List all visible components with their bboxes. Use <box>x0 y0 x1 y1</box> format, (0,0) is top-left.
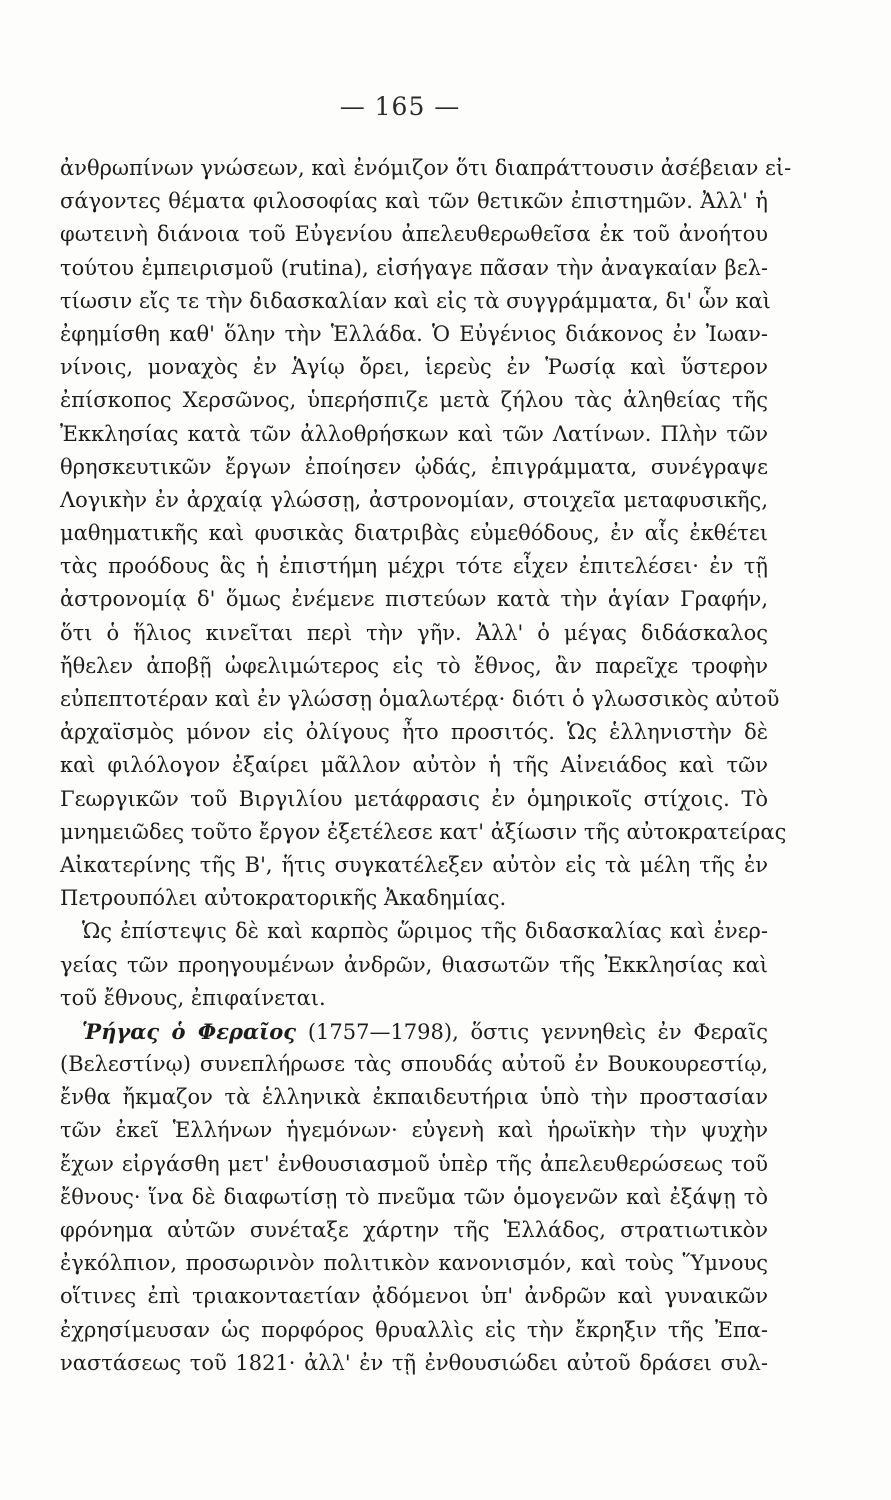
text-line: ἀνθρωπίνων γνώσεων, καὶ ἐνόμιζον ὅτι διαπράττουσιν ἀσέβειαν εἰ- <box>60 156 792 180</box>
heading-line <box>60 1015 768 1048</box>
text-line: ἔχων εἰργάσθη μετ' ἐνθουσιασμοῦ ὑπὲρ τῆς ἀπελευθερώσεως τοῦ <box>60 1151 768 1176</box>
text-line: (Βελεστίνῳ) συνεπλήρωσε τὰς σπουδάς αὐτοῦ ἐν Βουκουρεστίῳ, <box>60 1052 768 1077</box>
text-line: φρόνημα αὐτῶν συνέταξε χάρτην τῆς Ἑλλάδος, στρατιωτικὸν <box>60 1218 768 1242</box>
text-line: ὅτι ὁ ἥλιος κινεῖται περὶ τὴν γῆν. Ἀλλ' ὁ μέγας διδάσκαλος <box>60 620 768 645</box>
text-line: μαθηματικῆς καὶ φυσικὰς διατριβὰς εὐμεθόδους, ἐν αἷς ἐκθέτει <box>60 521 768 546</box>
text-line: καὶ φιλόλογον ἐξαίρει μᾶλλον αὐτὸν ἡ τῆς Αἰνειάδος καὶ τῶν <box>60 753 768 778</box>
text-line: γείας τῶν προηγουμένων ἀνδρῶν, θιασωτῶν τῆς Ἐκκλησίας καὶ <box>60 952 768 977</box>
text-line: Πετρουπόλει αὐτοκρατορικῆς Ἀκαδημίας. <box>60 886 507 911</box>
text-line: τῶν ἐκεῖ Ἑλλήνων ἡγεμόνων· εὐγενὴ καὶ ἡρωϊκὴν τὴν ψυχὴν <box>60 1118 768 1143</box>
text-line: Ἐκκλησίας κατὰ τῶν ἀλλοθρήσκων καὶ τῶν Λατίνων. Πλὴν τῶν <box>60 421 768 446</box>
text-line: τοῦ ἔθνους, ἐπιφαίνεται. <box>60 985 326 1010</box>
text-line: σάγοντες θέματα φιλοσοφίας καὶ τῶν θετικῶν ἐπιστημῶν. Ἀλλ' ἡ <box>60 189 768 214</box>
text-line: ἔνθα ἤκμαζον τὰ ἑλληνικὰ ἐκπαιδευτήρια ὑπὸ τὴν προστασίαν <box>60 1085 768 1110</box>
text-line: ἀστρονομίᾳ δ' ὅμως ἐνέμενε πιστεύων κατὰ τὴν ἁγίαν Γραφήν, <box>60 587 768 612</box>
text-line: ἐγκόλπιον, προσωρινὸν πολιτικὸν κανονισμόν, καὶ τοὺς Ὕμνους <box>60 1251 768 1276</box>
text-line: οἵτινες ἐπὶ τριακονταετίαν ᾀδόμενοι ὑπ' ἀνδρῶν καὶ γυναικῶν <box>60 1284 768 1309</box>
text-line: φωτεινὴ διάνοια τοῦ Εὐγενίου ἀπελευθερωθεῖσα ἐκ τοῦ ἀνοήτου <box>60 222 768 247</box>
text-line-rest: (1757—1798), ὅστις γεννηθεὶς ἐν Φεραῖς <box>307 1019 768 1044</box>
page-number: — 165 — <box>339 92 461 121</box>
text-line: ναστάσεως τοῦ 1821· ἀλλ' ἐν τῇ ἐνθουσιώδει αὐτοῦ δράσει συλ- <box>60 1350 768 1375</box>
text-line: εὐπεπτοτέραν καὶ ἐν γλώσσῃ ὁμαλωτέρᾳ· διότι ὁ γλωσσικὸς αὐτοῦ <box>60 687 780 711</box>
text-line: μνημειῶδες τοῦτο ἔργον ἐξετέλεσε κατ' ἀξίωσιν τῆς αὐτοκρατείρας <box>60 819 787 844</box>
text-line: Ὡς ἐπίστεψις δὲ καὶ καρπὸς ὥριμος τῆς διδασκαλίας καὶ ἐνερ- <box>82 919 768 944</box>
text-line: ἐχρησίμευσαν ὡς πορφόρος θρυαλλὶς εἰς τὴν ἔκρηξιν τῆς Ἐπα- <box>60 1317 768 1342</box>
text-line: ἀρχαϊσμὸς μόνον εἰς ὀλίγους ἦτο προσιτός. Ὡς ἑλληνιστὴν δὲ <box>60 720 768 745</box>
text-line: Γεωργικῶν τοῦ Βιργιλίου μετάφρασις ἐν ὁμηρικοῖς στίχοις. Τὸ <box>60 786 768 811</box>
body-text <box>60 152 792 1380</box>
text-line: τὰς προόδους ἃς ἡ ἐπιστήμη μέχρι τότε εἶχεν ἐπιτελέσει· ἐν τῇ <box>60 554 768 579</box>
text-line: ἐπίσκοπος Χερσῶνος, ὑπερήσπιζε μετὰ ζήλου τὰς ἀληθείας τῆς <box>60 388 768 413</box>
text-line: ἤθελεν ἀποβῇ ὠφελιμώτερος εἰς τὸ ἔθνος, ἂν παρεῖχε τροφὴν <box>60 653 768 678</box>
text-line: Αἰκατερίνης τῆς Β', ἥτις συγκατέλεξεν αὐτὸν εἰς τὰ μέλη τῆς ἐν <box>60 852 768 877</box>
text-line: θρησκευτικῶν ἔργων ἐποίησεν ᾠδάς, ἐπιγράμματα, συνέγραψε <box>60 454 768 479</box>
rigas-name: Ῥήγας ὁ Φεραῖος <box>82 1018 297 1044</box>
text-line: τούτου ἐμπειρισμοῦ (rutina), εἰσήγαγε πᾶσαν τὴν ἀναγκαίαν βελ- <box>60 255 768 280</box>
text-line: ἔθνους· ἵνα δὲ διαφωτίσῃ τὸ πνεῦμα τῶν ὁμογενῶν καὶ ἐξάψῃ τὸ <box>60 1184 768 1209</box>
text-line: ἐφημίσθη καθ' ὅλην τὴν Ἑλλάδα. Ὁ Εὐγένιος διάκονος ἐν Ἰωαν- <box>60 321 768 346</box>
text-line: τίωσιν εἴς τε τὴν διδασκαλίαν καὶ εἰς τὰ συγγράμματα, δι' ὧν καὶ <box>60 288 771 313</box>
text-line: νίνοις, μοναχὸς ἐν Ἁγίῳ ὄρει, ἱερεὺς ἐν Ῥωσίᾳ καὶ ὕστερον <box>60 355 768 380</box>
text-line: Λογικὴν ἐν ἀρχαίᾳ γλώσσῃ, ἀστρονομίαν, στοιχεῖα μεταφυσικῆς, <box>60 487 768 512</box>
